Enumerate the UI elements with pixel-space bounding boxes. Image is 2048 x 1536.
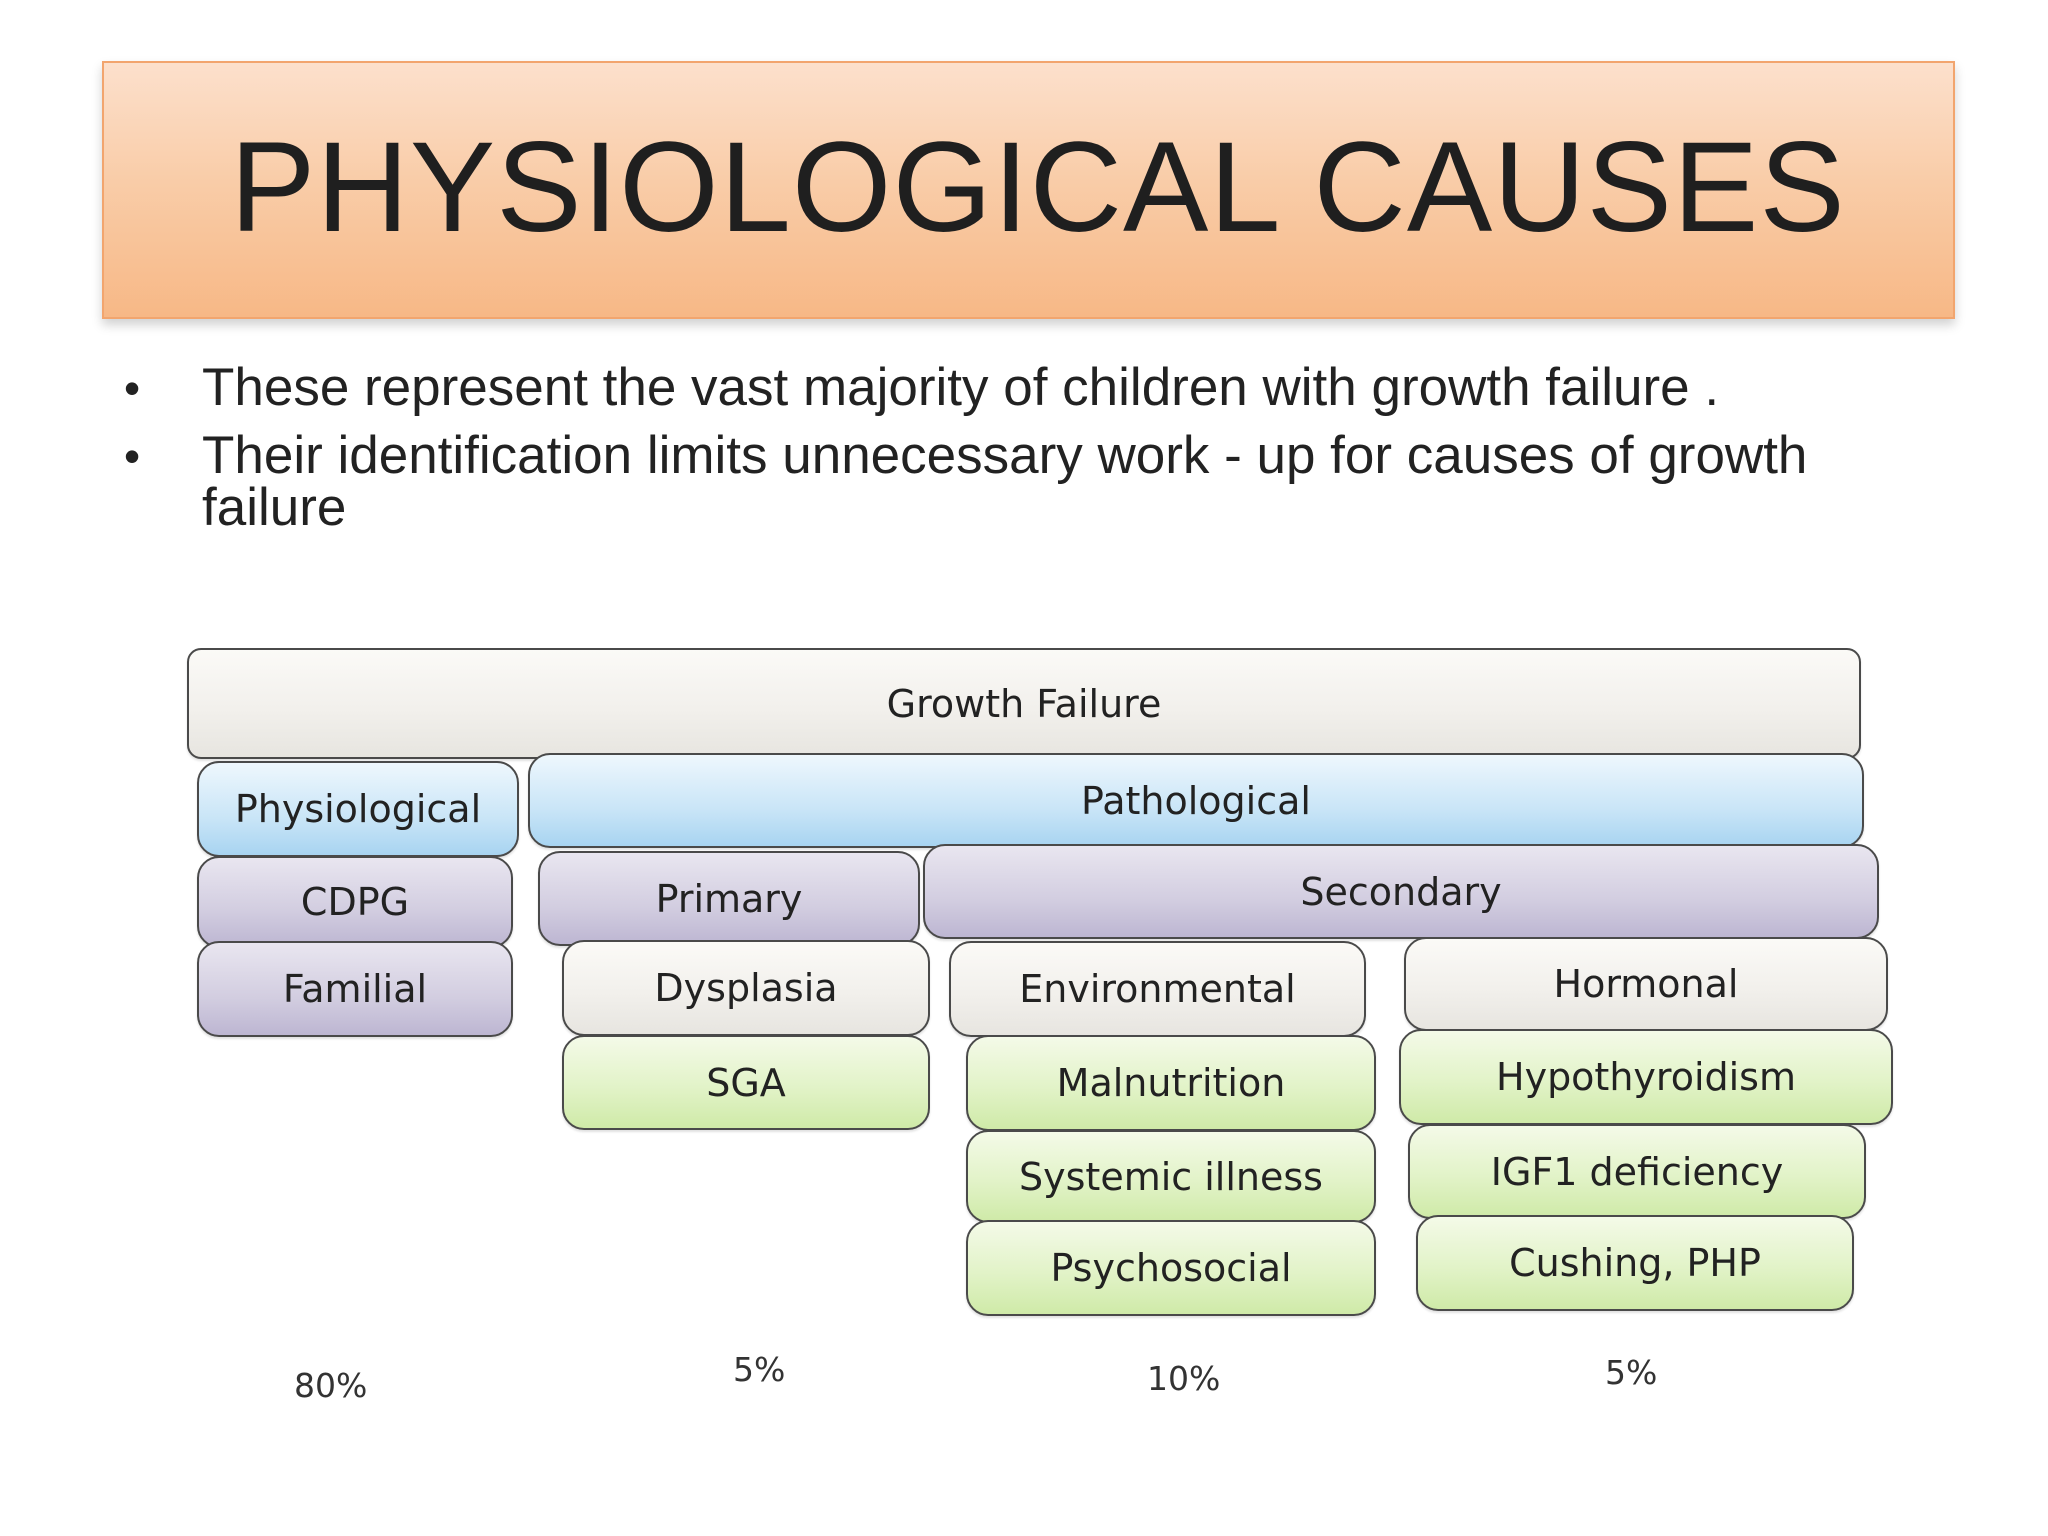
node-psychosocial: Psychosocial xyxy=(966,1220,1376,1316)
slide-title: PHYSIOLOGICAL CAUSES xyxy=(230,116,1846,259)
node-pathological: Pathological xyxy=(528,753,1864,848)
percent-hormonal: 5% xyxy=(1605,1353,1658,1392)
node-malnutrition: Malnutrition xyxy=(966,1035,1376,1131)
bullet-marker: • xyxy=(124,362,141,414)
node-growth-failure: Growth Failure xyxy=(187,648,1861,759)
node-dysplasia: Dysplasia xyxy=(562,940,930,1036)
node-familial: Familial xyxy=(197,941,513,1037)
node-secondary: Secondary xyxy=(923,844,1879,939)
node-hormonal: Hormonal xyxy=(1404,937,1888,1031)
bullet-text: Their identification limits unnecessary work - up for causes of growth failure xyxy=(202,426,1808,537)
node-systemic-illness: Systemic illness xyxy=(966,1130,1376,1223)
percent-physiological: 80% xyxy=(294,1366,368,1405)
node-sga: SGA xyxy=(562,1035,930,1130)
node-primary: Primary xyxy=(538,851,920,946)
node-physiological: Physiological xyxy=(197,761,519,857)
node-environmental: Environmental xyxy=(949,941,1366,1037)
node-cushing-php: Cushing, PHP xyxy=(1416,1215,1854,1311)
percent-primary: 5% xyxy=(733,1350,786,1389)
percent-environmental: 10% xyxy=(1147,1359,1221,1398)
node-cdpg: CDPG xyxy=(197,856,513,948)
bullet-marker: • xyxy=(124,430,141,482)
node-igf1-deficiency: IGF1 deficiency xyxy=(1408,1124,1866,1219)
bullet-text: These represent the vast majority of children with growth failure . xyxy=(202,358,1720,417)
node-hypothyroidism: Hypothyroidism xyxy=(1399,1029,1893,1125)
